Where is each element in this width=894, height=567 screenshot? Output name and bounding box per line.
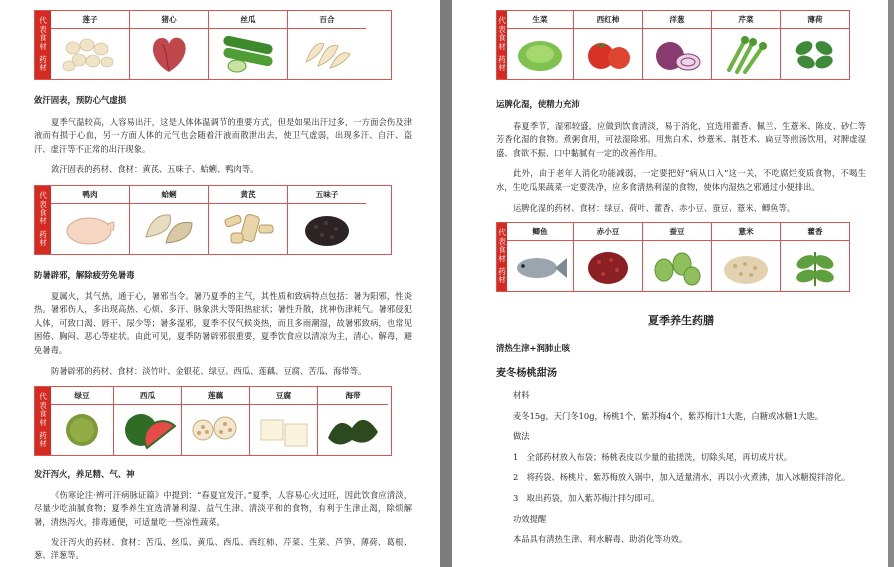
- coix-seed-image: [715, 244, 777, 288]
- table-cell: [712, 223, 781, 291]
- food-name: 绿豆: [51, 387, 113, 405]
- mint-image: [784, 32, 846, 76]
- schisandra-image: [296, 207, 358, 251]
- table-cell: [288, 186, 366, 254]
- crucian-carp-image: [509, 244, 571, 288]
- table-cell: [781, 11, 849, 79]
- recipe-subtitle: 清热生津+润肺止咳: [496, 342, 571, 353]
- table-cell: [250, 387, 318, 455]
- section-heading: 运脾化湿，使精力充沛: [496, 99, 580, 109]
- table-cell: [209, 186, 288, 254]
- food-name: 海带: [318, 387, 388, 405]
- label-material: 材料: [513, 389, 530, 400]
- food-name: 莲子: [51, 11, 129, 29]
- paragraph: 防暑辟邪的药材、食材：淡竹叶、金银花、绿豆、西瓜、莲藕、豆腐、苦瓜、海带等。: [51, 365, 367, 376]
- section-heading: 防暑辟邪，解除疲劳免暑毒: [34, 269, 135, 280]
- onion-image: [646, 32, 708, 76]
- table-side-label: 代表食材 药材: [35, 387, 51, 455]
- table-cell: [51, 11, 130, 79]
- table-cell: [643, 223, 712, 291]
- duck-meat-image: [59, 207, 121, 251]
- watermelon-image: [117, 408, 179, 452]
- tofu-image: [253, 408, 315, 452]
- table-cell: [130, 11, 209, 79]
- paragraph: 发汗泻火的药材、食材：苦瓜、丝瓜、黄瓜、西瓜、西红柿、芹菜、生菜、芦笋、薄荷、葛根、葱、洋葱等。: [34, 536, 412, 561]
- paragraph: 《伤寒论注·辨可汗病脉证篇》中提到：“春夏宜发汗。”夏季，人容易心火过旺，因此饮食应清淡，尽量少吃油腻食物；夏季养生宜选清暑利湿、益气生津、清淡平和的食物，有利于生津止渴，除烦解暑，清热泻火，排毒通便，可适量吃一些凉性蔬菜。: [34, 489, 412, 527]
- celery-image: [715, 32, 777, 76]
- paragraph: 春夏季节，湿邪较盛，应做到饮食清淡，易于消化，宜选用藿香、佩兰、生薏米、陈皮、砂仁等芳香化湿的食物。煮粥食用，可祛湿除邪。用焦白术、炒薏米、制苍术、扁豆等煎汤饮用，对脾虚湿盛、食欲不振、口中黏腻有一定的改善作用。: [496, 120, 866, 158]
- astragalus-image: [217, 207, 279, 251]
- left-page: [0, 0, 440, 567]
- clam-image: [138, 207, 200, 251]
- kelp-image: [322, 408, 384, 452]
- table-cell: [507, 11, 574, 79]
- pig-heart-image: [138, 32, 200, 76]
- table-side-label: 代表食材 药材: [35, 11, 51, 79]
- food-name: 洋葱: [643, 11, 711, 29]
- food-name: 西红柿: [574, 11, 642, 29]
- food-name: 藿香: [781, 223, 849, 241]
- recipe-title: 麦冬杨桃甜汤: [496, 367, 558, 380]
- table-cell: [781, 223, 849, 291]
- food-name: 蛤蜊: [130, 186, 208, 204]
- table-cell: [114, 387, 182, 455]
- table-side-label: 代表食材 药材: [35, 186, 51, 254]
- table-cell: [643, 11, 712, 79]
- table-cell: [51, 186, 130, 254]
- table-side-label: 代表食材 药材: [497, 223, 507, 291]
- food-name: 猪心: [130, 11, 208, 29]
- food-name: 生菜: [507, 11, 573, 29]
- paragraph: 敛汗固表的药材、食材：黄芪、五味子、蛤蜊、鸭肉等。: [51, 164, 259, 175]
- food-name: 鸭肉: [51, 186, 129, 204]
- section-heading: 敛汗固表，预防心气虚损: [34, 95, 127, 105]
- label-method: 做法: [513, 431, 530, 442]
- food-name: 五味子: [288, 186, 366, 204]
- section-title: 夏季养生药膳: [648, 314, 714, 328]
- agastache-image: [784, 244, 846, 288]
- food-name: 薏米: [712, 223, 780, 241]
- food-table-2: [34, 185, 392, 255]
- food-table-4: [496, 10, 850, 80]
- lily-bulb-image: [296, 32, 358, 76]
- table-cell: [574, 11, 643, 79]
- paragraph: 此外，由于老年人消化功能减弱，一定要把好“病从口入”这一关，不吃腐烂变质食物，不喝生水，生吃瓜果蔬菜一定要洗净，应多食清热利湿的食物，使体内湿热之邪通过小便排出。: [496, 168, 866, 192]
- table-side-label: 代表食材 药材: [497, 11, 507, 79]
- paragraph: 夏季气温较高，人容易出汗，这是人体体温调节的重要方式，但是如果出汗过多，一方面会伤及津液而有损于心血，另一方面人体的元气也会随着汗液而散泄出去，使卫气虚弱，出现多汗、自汗、盗汗、虚汗等不正常的出汗现象。: [34, 116, 412, 154]
- materials-text: 麦冬15g，天门冬10g，杨桃1个，紫苏梅4个，紫苏梅汁1大匙，白糖或冰糖1大匙。: [513, 410, 824, 421]
- step-2: 2 将药袋、杨桃片、紫苏梅放入锅中，加入适量清水，再以小火煮沸，加入冰糖搅拌溶化。: [513, 472, 851, 483]
- broad-bean-image: [646, 244, 708, 288]
- food-name: 莲藕: [182, 387, 249, 405]
- adzuki-bean-image: [577, 244, 639, 288]
- step-3: 3 取出药袋，加入紫苏梅汁拌匀即可。: [513, 492, 660, 503]
- page-gap: [440, 0, 452, 567]
- table-cell: [318, 387, 388, 455]
- right-page-content: [496, 0, 866, 547]
- tomato-image: [577, 32, 639, 76]
- food-name: 西瓜: [114, 387, 181, 405]
- food-name: 百合: [288, 11, 366, 29]
- table-cell: [712, 11, 781, 79]
- table-cell: [182, 387, 250, 455]
- table-cell: [209, 11, 288, 79]
- food-name: 丝瓜: [209, 11, 287, 29]
- mung-bean-image: [51, 408, 113, 452]
- lotus-root-image: [185, 408, 247, 452]
- food-name: 芹菜: [712, 11, 780, 29]
- right-page: [452, 0, 888, 567]
- table-cell: [574, 223, 643, 291]
- lotus-seed-image: [59, 32, 121, 76]
- food-name: 豆腐: [250, 387, 317, 405]
- food-name: 蚕豆: [643, 223, 711, 241]
- effect-text: 本品具有清热生津、利水解毒、助消化等功效。: [513, 534, 688, 545]
- food-table-3: [34, 386, 392, 456]
- table-cell: [51, 387, 114, 455]
- label-effect: 功效提醒: [513, 513, 547, 524]
- left-page-content: [34, 0, 412, 563]
- table-cell: [130, 186, 209, 254]
- food-name: 黄芪: [209, 186, 287, 204]
- food-table-1: [34, 10, 392, 80]
- table-cell: [507, 223, 574, 291]
- paragraph: 运脾化湿的药材、食材：绿豆、荷叶、藿香、赤小豆、蚕豆、薏米、鲫鱼等。: [513, 202, 796, 213]
- food-name: 薄荷: [781, 11, 849, 29]
- paragraph: 夏属火，其气热，通于心，暑邪当令。暑乃夏季的主气，其性质和致病特点包括：暑为阳邪，性炎热。暑邪伤人，多出现高热、心烦、多汗、脉象洪大等阳热症状；暑性升散，扰神伤津耗气。暑邪侵犯人体，可致口渴、唇干、尿少等；暑多湿邪，夏季不仅气候炎热，而且多雨潮湿，故暑邪致病，也常见困倦、胸闷、恶心等症状。由此可见，夏季防暑辟邪很重要，夏季饮食应以清凉为主，清心、解毒，避免暑毒。: [34, 290, 412, 355]
- food-table-5: [496, 222, 850, 292]
- loofah-image: [217, 32, 279, 76]
- food-name: 鲫鱼: [507, 223, 573, 241]
- lettuce-image: [509, 32, 571, 76]
- food-name: 赤小豆: [574, 223, 642, 241]
- section-heading: 发汗泻火，养足精、气、神: [34, 469, 135, 480]
- step-1: 1 全部药材放入布袋；杨桃表皮以少量的盐搓洗，切除头尾，再切成片状。: [513, 451, 793, 462]
- table-cell: [288, 11, 366, 79]
